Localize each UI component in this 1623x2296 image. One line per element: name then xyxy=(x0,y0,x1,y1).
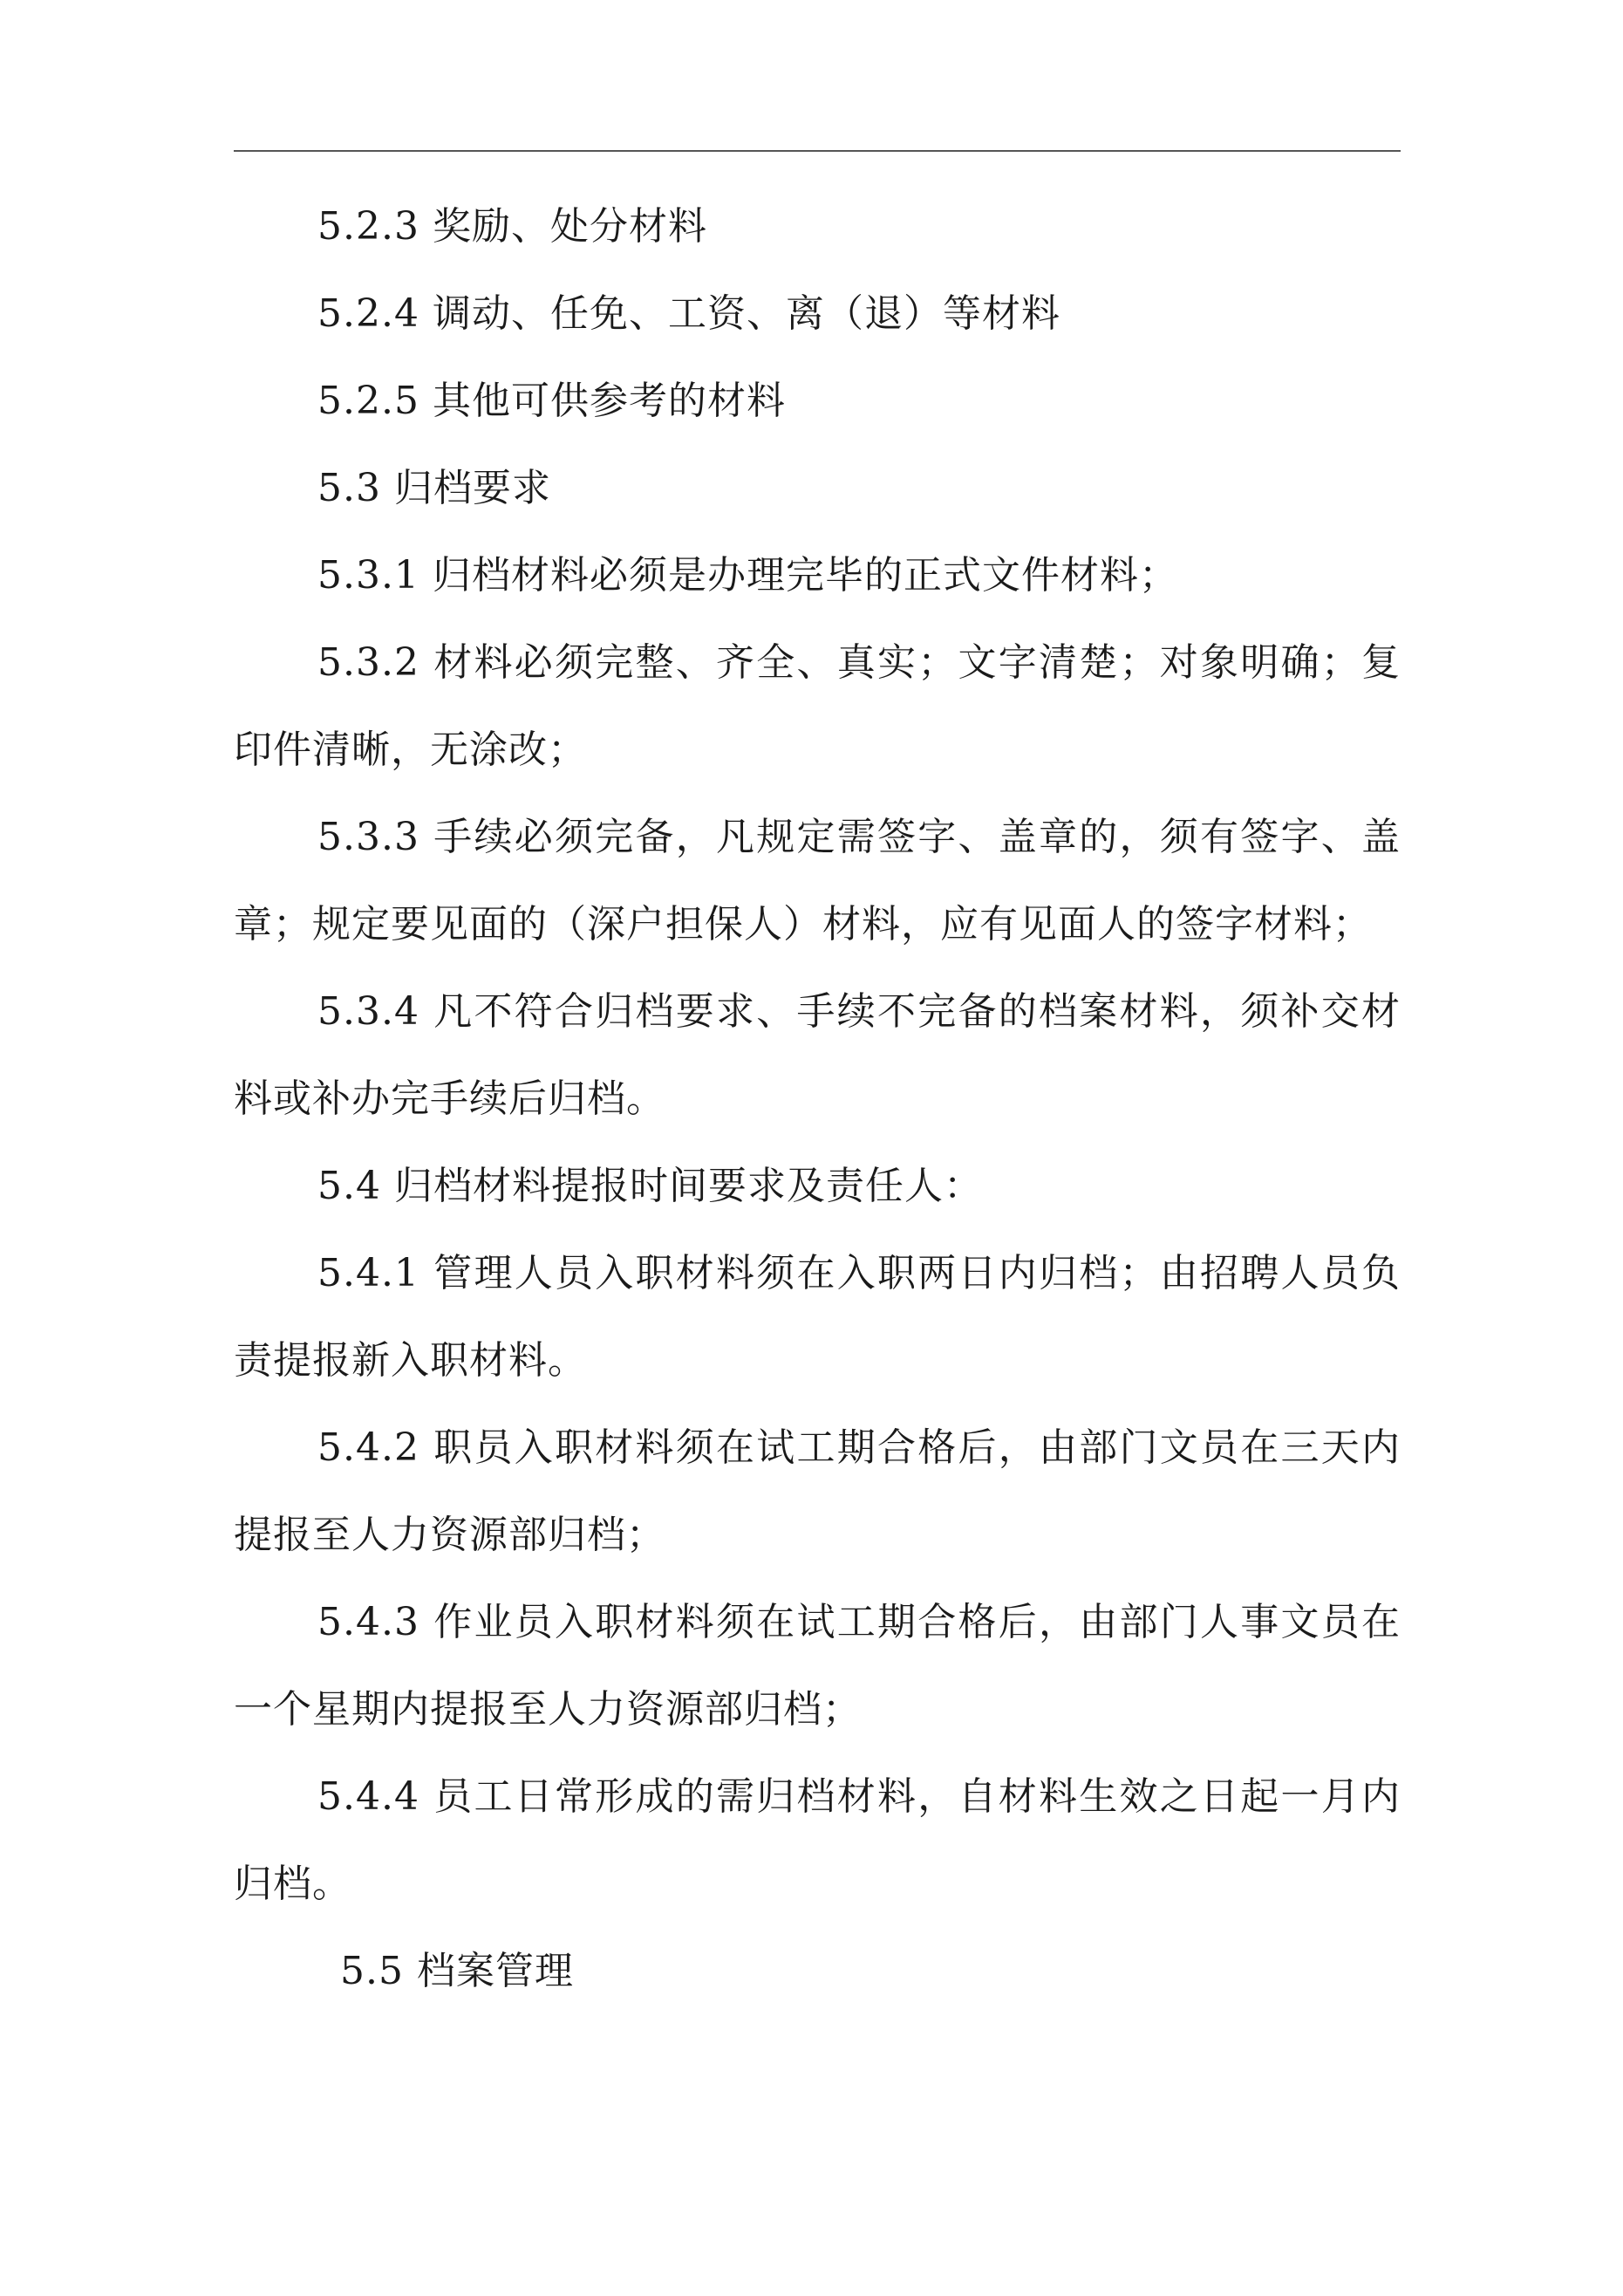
paragraph-5-3-1: 5.3.1 归档材料必须是办理完毕的正式文件材料； xyxy=(317,553,1178,598)
heading-5-4: 5.4 归档材料提报时间要求及责任人： xyxy=(317,1164,983,1208)
heading-5-5: 5.5 档案管理 xyxy=(340,1949,574,1993)
paragraph-5-3-4: 5.3.4 凡不符合归档要求、手续不完备的档案材料，须补交材料或补办完手续后归档。 xyxy=(234,989,1401,1121)
document-body xyxy=(234,183,1401,2015)
paragraph-5-4-3: 5.4.3 作业员入职材料须在试工期合格后，由部门人事文员在一个星期内提报至人力资源部归档； xyxy=(234,1600,1401,1732)
paragraph-5-4-2: 5.4.2 职员入职材料须在试工期合格后，由部门文员在三天内提报至人力资源部归档； xyxy=(234,1425,1401,1557)
header-rule xyxy=(234,150,1401,152)
paragraph-5-2-4: 5.2.4 调动、任免、工资、离（退）等材料 xyxy=(317,291,1060,336)
paragraph-5-4-4: 5.4.4 员工日常形成的需归档材料，自材料生效之日起一月内归档。 xyxy=(234,1774,1401,1906)
paragraph-5-3-3: 5.3.3 手续必须完备，凡规定需签字、盖章的，须有签字、盖章；规定要见面的（深户担保人）材料，应有见面人的签字材料； xyxy=(234,815,1401,946)
paragraph-5-4-1: 5.4.1 管理人员入职材料须在入职两日内归档；由招聘人员负责提报新入职材料。 xyxy=(234,1251,1401,1383)
paragraph-5-3-2: 5.3.2 材料必须完整、齐全、真实；文字清楚；对象明确；复印件清晰，无涂改； xyxy=(234,640,1401,772)
heading-5-3: 5.3 归档要求 xyxy=(317,466,551,510)
paragraph-5-2-3: 5.2.3 奖励、处分材料 xyxy=(317,204,707,249)
paragraph-5-2-5: 5.2.5 其他可供参考的材料 xyxy=(317,379,786,423)
